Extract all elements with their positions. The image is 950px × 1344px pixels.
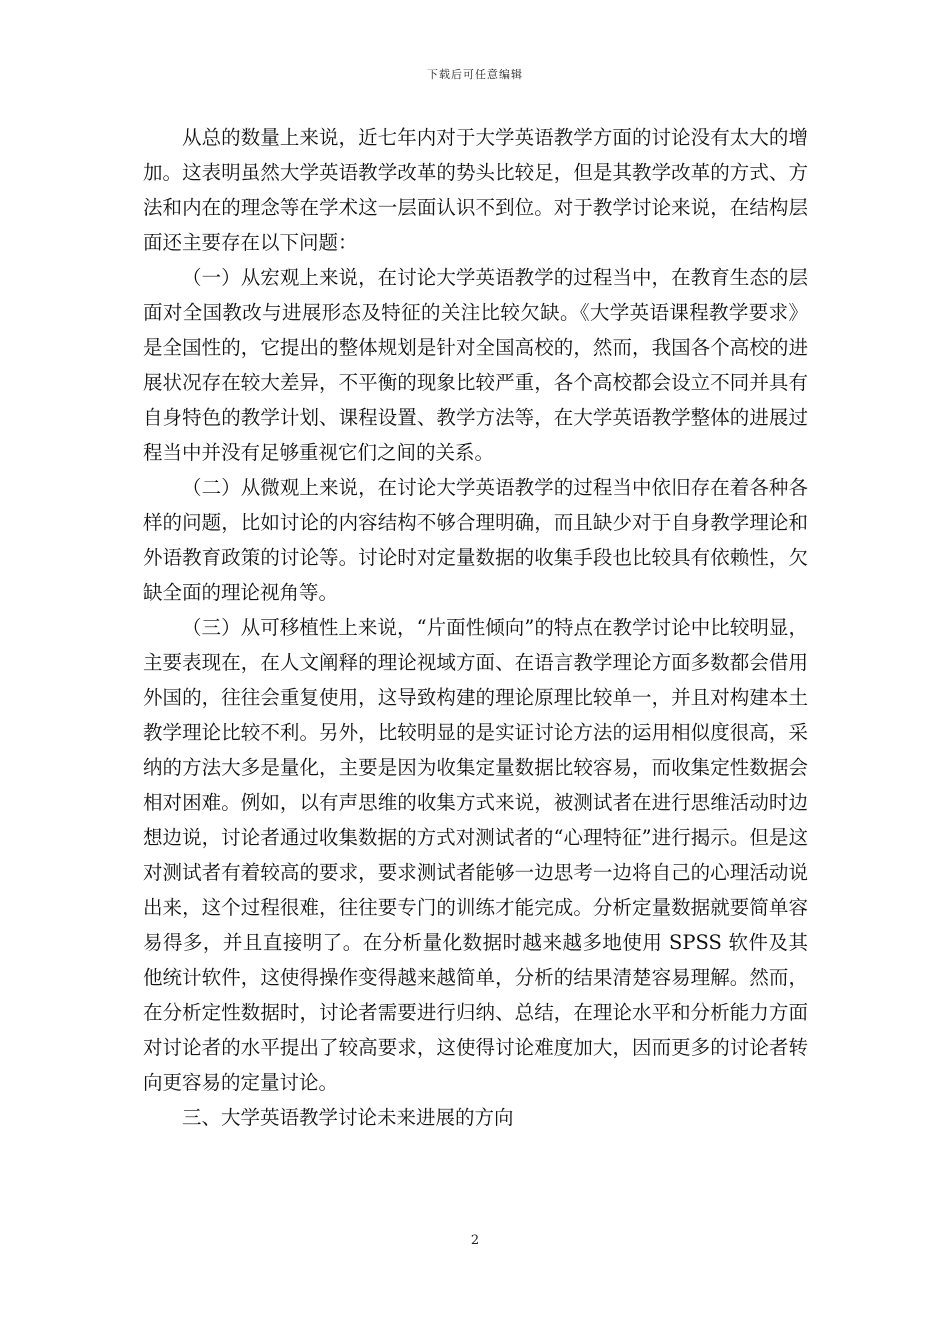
paragraph-point-1: （一）从宏观上来说，在讨论大学英语教学的过程当中，在教育生态的层面对全国教改与进展形态及特征的关注比较欠缺。《大学英语课程教学要求》是全国性的，它提出的整体规划是针对全国高校的，然而，我国各个高校的进展状况存在较大差异，不平衡的现象比较严重，各个高校都会设立不同并具有自身特色的教学计划、课程设置、教学方法等，在大学英语教学整体的进展过程当中并没有足够重视它们之间的关系。 (143, 266, 808, 464)
page-header: 下载后可任意编辑 (427, 68, 523, 81)
paragraph-point-3: （三）从可移植性上来说，“片面性倾向”的特点在教学讨论中比较明显，主要表现在，在人文阐释的理论视域方面、在语言教学理论方面多数都会借用外国的，往往会重复使用，这导致构建的理论原理比较单一，并且对构建本土教学理论比较不利。另外，比较明显的是实证讨论方法的运用相似度很高，采纳的方法大多是量化，主要是因为收集定量数据比较容易，而收集定性数据会相对困难。例如，以有声思维的收集方式来说，被测试者在进行思维活动时边想边说，讨论者通过收集数据的方式对测试者的“心理特征”进行揭示。但是这对测试者有着较高的要求，要求测试者能够一边思考一边将自己的心理活动说出来，这个过程很难，往往要专门的训练才能完成。分析定量数据就要简单容易得多，并且直接明了。在分析量化数据时越来越多地使用 SPSS 软件及其他统计软件，这使得操作变得越来越简单，分析的结果清楚容易理解。然而，在分析定性数据时，讨论者需要进行归纳、总结，在理论水平和分析能力方面对讨论者的水平提出了较高要求，这使得讨论难度加大，因而更多的讨论者转向更容易的定量讨论。 (143, 616, 808, 1094)
paragraph-point-2: （二）从微观上来说，在讨论大学英语教学的过程当中依旧存在着各种各样的问题，比如讨论的内容结构不够合理明确，而且缺少对于自身教学理论和外语教育政策的讨论等。讨论时对定量数据的收集手段也比较具有依赖性，欠缺全面的理论视角等。 (143, 476, 808, 604)
section-heading: 三、大学英语教学讨论未来进展的方向 (182, 1106, 514, 1129)
document-body (143, 120, 808, 1135)
page-number: 2 (470, 1233, 480, 1248)
paragraph-intro: 从总的数量上来说，近七年内对于大学英语教学方面的讨论没有太大的增加。这表明虽然大学英语教学改革的势头比较足，但是其教学改革的方式、方法和内在的理念等在学术这一层面认识不到位。对于教学讨论来说，在结构层面还主要存在以下问题： (143, 126, 808, 254)
